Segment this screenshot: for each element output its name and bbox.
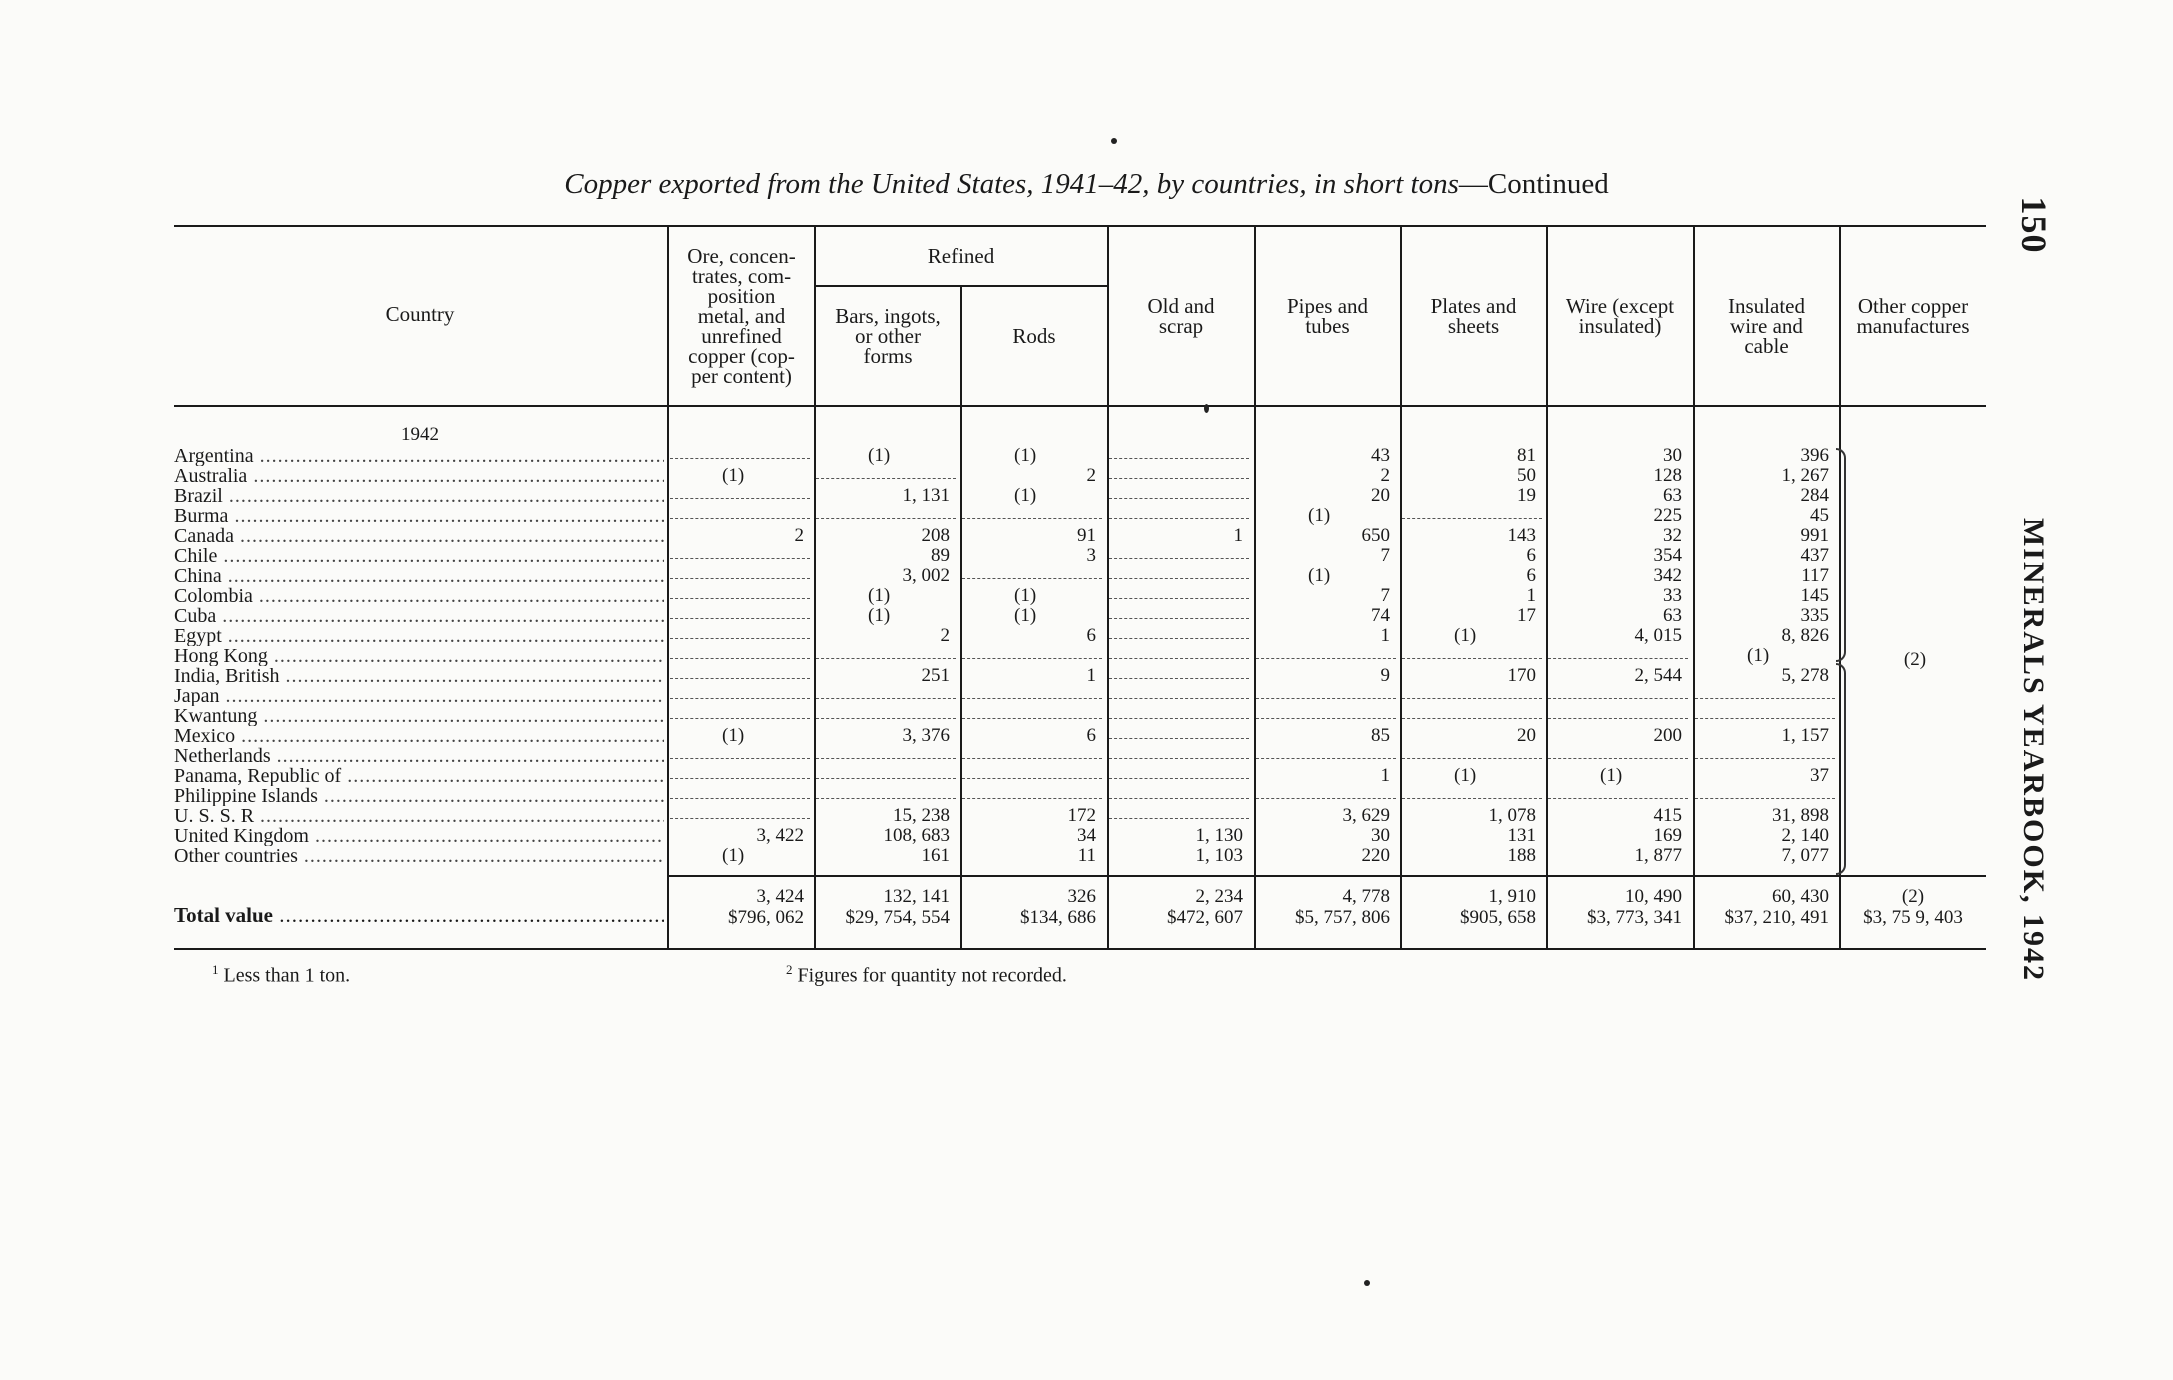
empty-cell-dash — [1548, 718, 1688, 719]
header-ore: Ore, concen- trates, com- position metal, and unrefined copper (cop- per content) — [687, 244, 796, 388]
header-refined: Refined — [927, 244, 995, 268]
cell-plates: 20 — [1517, 725, 1536, 746]
empty-cell-dash — [1256, 758, 1396, 759]
cell-scrap: 1 — [1233, 525, 1243, 546]
empty-cell-dash — [816, 518, 956, 519]
total-bars-value: $29, 754, 554 — [845, 907, 950, 928]
year-label: 1942 — [401, 424, 439, 445]
title-suffix: —Continued — [1458, 168, 1609, 200]
cell-plates: 19 — [1517, 485, 1536, 506]
total-wire-value: $3, 773, 341 — [1587, 907, 1682, 928]
table-title — [0, 168, 2173, 201]
empty-cell-dash — [1256, 798, 1396, 799]
empty-cell-dash — [670, 778, 810, 779]
empty-cell-dash — [670, 698, 810, 699]
total-scrap-value: $472, 607 — [1167, 907, 1243, 928]
empty-cell-dash — [670, 758, 810, 759]
country-label: India, British ..... — [174, 666, 664, 686]
cell-wire: 32 — [1663, 525, 1682, 546]
cell-rods: (1) — [1014, 585, 1037, 606]
cell-ore: (1) — [722, 845, 745, 866]
empty-cell-dash — [1109, 778, 1249, 779]
total-rods-qty: 326 — [1067, 886, 1096, 907]
country-label: United Kingdom ..... — [174, 826, 664, 846]
cell-rods: 6 — [1086, 725, 1096, 746]
country-label: Brazil ..... — [174, 486, 664, 506]
empty-cell-dash — [1109, 598, 1249, 599]
cell-plates: 6 — [1526, 545, 1536, 566]
cell-bars: (1) — [868, 585, 891, 606]
empty-cell-dash — [670, 818, 810, 819]
empty-cell-dash — [1109, 658, 1249, 659]
col-sep-3 — [960, 285, 962, 948]
cell-pipes: 1 — [1380, 625, 1390, 646]
empty-cell-dash — [1402, 658, 1542, 659]
total-ore-qty: 3, 424 — [756, 886, 804, 907]
cell-wire: 63 — [1663, 485, 1682, 506]
empty-cell-dash — [816, 478, 956, 479]
empty-cell-dash — [1256, 718, 1396, 719]
cell-insulated: 8, 826 — [1781, 625, 1829, 646]
empty-cell-dash — [670, 638, 810, 639]
empty-cell-dash — [816, 758, 956, 759]
total-insulated-value: $37, 210, 491 — [1724, 907, 1829, 928]
empty-cell-dash — [1109, 558, 1249, 559]
cell-rods: 91 — [1077, 525, 1096, 546]
cell-plates: 17 — [1517, 605, 1536, 626]
empty-cell-dash — [1695, 698, 1835, 699]
empty-cell-dash — [670, 678, 810, 679]
cell-pipes: 650 — [1361, 525, 1390, 546]
cell-bars: 251 — [921, 665, 950, 686]
footnote-1-text: Less than 1 ton. — [223, 964, 351, 987]
header-bars: Bars, ingots, or other forms — [835, 304, 941, 368]
empty-cell-dash — [670, 558, 810, 559]
cell-plates: 50 — [1517, 465, 1536, 486]
cell-wire: (1) — [1600, 765, 1623, 786]
empty-cell-dash — [1548, 698, 1688, 699]
empty-cell-dash — [1548, 658, 1688, 659]
empty-cell-dash — [1109, 458, 1249, 459]
total-label — [174, 903, 664, 928]
empty-cell-dash — [816, 698, 956, 699]
cell-rods: 1 — [1086, 665, 1096, 686]
country-label: Hong Kong ..... — [174, 646, 664, 666]
cell-insulated: 31, 898 — [1772, 805, 1829, 826]
cell-pipes: 43 — [1371, 445, 1390, 466]
cell-rods: 34 — [1077, 825, 1096, 846]
cell-rods: (1) — [1014, 605, 1037, 626]
cell-insulated: 117 — [1801, 565, 1829, 586]
empty-cell-dash — [1256, 658, 1396, 659]
empty-cell-dash — [1109, 798, 1249, 799]
footnote-2-text: Figures for quantity not recorded. — [797, 964, 1067, 987]
cell-wire: 63 — [1663, 605, 1682, 626]
empty-cell-dash — [670, 458, 810, 459]
empty-cell-dash — [816, 798, 956, 799]
cell-bars: 3, 002 — [902, 565, 950, 586]
empty-cell-dash — [1109, 518, 1249, 519]
empty-cell-dash — [1402, 758, 1542, 759]
header-other: Other copper manufactures — [1856, 294, 1970, 338]
cell-bars: 108, 683 — [883, 825, 950, 846]
total-bars-qty: 132, 141 — [883, 886, 950, 907]
cell-insulated: 284 — [1800, 485, 1829, 506]
other-manufactures-note: (2) — [1903, 649, 1927, 670]
cell-pipes: (1) — [1308, 505, 1331, 526]
brace-lower — [1836, 663, 1846, 875]
empty-cell-dash — [670, 798, 810, 799]
cell-wire: 1, 877 — [1634, 845, 1682, 866]
cell-wire: 225 — [1653, 505, 1682, 526]
cell-rods: 3 — [1086, 545, 1096, 566]
cell-wire: 2, 544 — [1634, 665, 1682, 686]
cell-wire: 33 — [1663, 585, 1682, 606]
header-rods: Rods — [1012, 324, 1056, 348]
cell-insulated: 1, 157 — [1781, 725, 1829, 746]
country-label: Netherlands ..... — [174, 746, 664, 766]
cell-bars: 2 — [940, 625, 950, 646]
country-label: Canada ..... — [174, 526, 664, 546]
cell-pipes: 7 — [1380, 545, 1390, 566]
empty-cell-dash — [962, 658, 1102, 659]
empty-cell-dash — [1109, 618, 1249, 619]
empty-cell-dash — [962, 698, 1102, 699]
country-label: Mexico ..... — [174, 726, 664, 746]
title-main: Copper exported from the United States, 1941–42, by countries, in short tons — [564, 168, 1459, 200]
cell-pipes: 3, 629 — [1342, 805, 1390, 826]
empty-cell-dash — [1109, 578, 1249, 579]
cell-plates: (1) — [1454, 765, 1477, 786]
empty-cell-dash — [962, 758, 1102, 759]
empty-cell-dash — [1402, 718, 1542, 719]
country-label: Cuba ..... — [174, 606, 664, 626]
empty-cell-dash — [1109, 818, 1249, 819]
empty-cell-dash — [1109, 678, 1249, 679]
country-label: Philippine Islands ..... — [174, 786, 664, 806]
cell-bars: (1) — [868, 605, 891, 626]
empty-cell-dash — [1402, 518, 1542, 519]
header-wire: Wire (except insulated) — [1565, 294, 1675, 338]
top-rule — [174, 225, 1986, 227]
total-plates-qty: 1, 910 — [1488, 886, 1536, 907]
cell-rods: 172 — [1067, 805, 1096, 826]
cell-pipes: 9 — [1380, 665, 1390, 686]
cell-pipes: 220 — [1361, 845, 1390, 866]
cell-pipes: (1) — [1308, 565, 1331, 586]
cell-wire: 354 — [1653, 545, 1682, 566]
empty-cell-dash — [1402, 798, 1542, 799]
empty-cell-dash — [816, 778, 956, 779]
country-label: China ..... — [174, 566, 664, 586]
cell-insulated: 5, 278 — [1781, 665, 1829, 686]
empty-cell-dash — [1109, 498, 1249, 499]
total-plates-value: $905, 658 — [1460, 907, 1536, 928]
cell-scrap: 1, 103 — [1195, 845, 1243, 866]
country-label: Panama, Republic of ..... — [174, 766, 664, 786]
cell-pipes: 74 — [1371, 605, 1390, 626]
total-rods-value: $134, 686 — [1020, 907, 1096, 928]
cell-pipes: 85 — [1371, 725, 1390, 746]
footnote-1 — [212, 962, 350, 988]
cell-insulated: 7, 077 — [1781, 845, 1829, 866]
cell-plates: 1 — [1526, 585, 1536, 606]
cell-bars: 161 — [921, 845, 950, 866]
empty-cell-dash — [962, 718, 1102, 719]
header-country: Country — [385, 302, 455, 326]
total-label-text: Total value ..... — [174, 903, 664, 927]
page-number: 150 — [2014, 196, 2054, 254]
empty-cell-dash — [1109, 718, 1249, 719]
cell-insulated: 37 — [1810, 765, 1829, 786]
total-other-value: $3, 75 9, 403 — [1863, 907, 1963, 928]
empty-cell-dash — [670, 518, 810, 519]
country-label: Chile ..... — [174, 546, 664, 566]
empty-cell-dash — [1402, 698, 1542, 699]
country-label: Burma ..... — [174, 506, 664, 526]
empty-cell-dash — [1109, 478, 1249, 479]
total-pipes-qty: 4, 778 — [1342, 886, 1390, 907]
bottom-rule — [174, 948, 1986, 950]
footnote-2-mark: 2 — [786, 962, 793, 977]
cell-insulated: 335 — [1800, 605, 1829, 626]
header-scrap: Old and scrap — [1147, 294, 1215, 338]
scan-speck — [1204, 404, 1209, 413]
cell-ore: 3, 422 — [756, 825, 804, 846]
cell-bars: 1, 131 — [902, 485, 950, 506]
empty-cell-dash — [962, 798, 1102, 799]
cell-pipes: 20 — [1371, 485, 1390, 506]
cell-plates: 143 — [1507, 525, 1536, 546]
cell-bars: (1) — [868, 445, 891, 466]
empty-cell-dash — [1109, 638, 1249, 639]
empty-cell-dash — [962, 518, 1102, 519]
header-plates: Plates and sheets — [1430, 294, 1517, 338]
cell-wire: 415 — [1653, 805, 1682, 826]
country-label: Australia ..... — [174, 466, 664, 486]
cell-pipes: 2 — [1380, 465, 1390, 486]
country-label: Egypt ..... — [174, 626, 664, 646]
cell-wire: 128 — [1653, 465, 1682, 486]
cell-ore: (1) — [722, 725, 745, 746]
country-label: U. S. S. R ..... — [174, 806, 664, 826]
total-insulated-qty: 60, 430 — [1772, 886, 1829, 907]
cell-insulated: 145 — [1800, 585, 1829, 606]
cell-bars: 15, 238 — [893, 805, 950, 826]
empty-cell-dash — [816, 658, 956, 659]
total-pipes-value: $5, 757, 806 — [1295, 907, 1390, 928]
cell-rods: (1) — [1014, 445, 1037, 466]
header-pipes: Pipes and tubes — [1286, 294, 1369, 338]
header-insulated: Insulated wire and cable — [1728, 294, 1805, 358]
cell-ore: 2 — [794, 525, 804, 546]
empty-cell-dash — [670, 658, 810, 659]
cell-rods: 6 — [1086, 625, 1096, 646]
cell-rods: 11 — [1077, 845, 1096, 866]
cell-wire: 200 — [1653, 725, 1682, 746]
cell-insulated: 1, 267 — [1781, 465, 1829, 486]
cell-insulated: 991 — [1800, 525, 1829, 546]
country-label: Colombia ..... — [174, 586, 664, 606]
cell-plates: 170 — [1507, 665, 1536, 686]
empty-cell-dash — [1695, 798, 1835, 799]
cell-pipes: 7 — [1380, 585, 1390, 606]
cell-pipes: 1 — [1380, 765, 1390, 786]
empty-cell-dash — [670, 618, 810, 619]
cell-plates: (1) — [1454, 625, 1477, 646]
empty-cell-dash — [1109, 738, 1249, 739]
empty-cell-dash — [816, 718, 956, 719]
cell-bars: 89 — [931, 545, 950, 566]
cell-wire: 169 — [1653, 825, 1682, 846]
running-title: MINERALS YEARBOOK, 1942 — [2017, 517, 2050, 983]
empty-cell-dash — [962, 778, 1102, 779]
header-bottom-rule — [174, 405, 1986, 407]
total-top-rule — [668, 875, 1986, 877]
total-wire-qty: 10, 490 — [1625, 886, 1682, 907]
cell-insulated: 437 — [1800, 545, 1829, 566]
empty-cell-dash — [1548, 758, 1688, 759]
brace-upper — [1836, 448, 1846, 662]
cell-bars: 208 — [921, 525, 950, 546]
cell-wire: 4, 015 — [1634, 625, 1682, 646]
empty-cell-dash — [1548, 798, 1688, 799]
country-label: Argentina ..... — [174, 446, 664, 466]
empty-cell-dash — [1109, 758, 1249, 759]
total-other-qty: (2) — [1901, 886, 1925, 907]
cell-pipes: 30 — [1371, 825, 1390, 846]
empty-cell-dash — [1109, 698, 1249, 699]
empty-cell-dash — [1256, 698, 1396, 699]
cell-plates: 131 — [1507, 825, 1536, 846]
cell-wire: 30 — [1663, 445, 1682, 466]
cell-insulated: (1) — [1747, 645, 1770, 666]
cell-scrap: 1, 130 — [1195, 825, 1243, 846]
empty-cell-dash — [1695, 718, 1835, 719]
cell-insulated: 45 — [1810, 505, 1829, 526]
cell-ore: (1) — [722, 465, 745, 486]
cell-insulated: 2, 140 — [1781, 825, 1829, 846]
empty-cell-dash — [670, 498, 810, 499]
cell-rods: 2 — [1086, 465, 1096, 486]
total-ore-value: $796, 062 — [728, 907, 804, 928]
footnote-2 — [786, 962, 1067, 988]
empty-cell-dash — [670, 718, 810, 719]
empty-cell-dash — [962, 578, 1102, 579]
country-label: Kwantung ..... — [174, 706, 664, 726]
cell-plates: 1, 078 — [1488, 805, 1536, 826]
cell-rods: (1) — [1014, 485, 1037, 506]
empty-cell-dash — [1695, 758, 1835, 759]
empty-cell-dash — [670, 578, 810, 579]
scan-speck — [1364, 1280, 1370, 1286]
cell-plates: 6 — [1526, 565, 1536, 586]
country-label: Japan ..... — [174, 686, 664, 706]
cell-plates: 81 — [1517, 445, 1536, 466]
footnote-1-mark: 1 — [212, 962, 219, 977]
scan-speck — [1111, 138, 1117, 144]
cell-insulated: 396 — [1800, 445, 1829, 466]
cell-wire: 342 — [1653, 565, 1682, 586]
empty-cell-dash — [670, 598, 810, 599]
total-scrap-qty: 2, 234 — [1195, 886, 1243, 907]
cell-plates: 188 — [1507, 845, 1536, 866]
cell-bars: 3, 376 — [902, 725, 950, 746]
country-label: Other countries ..... — [174, 846, 664, 866]
